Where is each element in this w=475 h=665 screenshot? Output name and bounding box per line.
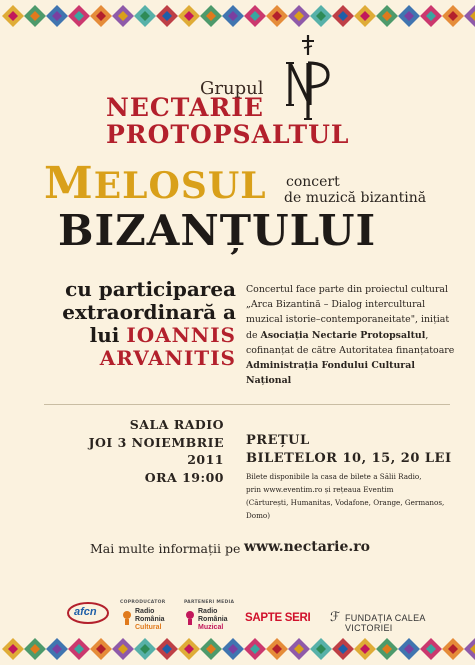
guest-name-first: IOANNIS bbox=[126, 323, 236, 347]
more-info-label: Mai multe informații pe bbox=[90, 541, 241, 556]
title-melosul-initial: M bbox=[44, 158, 94, 209]
event-date: JOI 3 NOIEMBRIE 2011 bbox=[88, 434, 224, 467]
radio-cultural-line3: Cultural bbox=[135, 624, 162, 631]
guest-line1: cu participarea bbox=[65, 277, 236, 301]
website-link[interactable]: www.nectarie.ro bbox=[244, 539, 370, 555]
guest-line3 bbox=[28, 324, 236, 347]
radio-cultural-mark-icon bbox=[121, 610, 133, 626]
bottom-decorative-band bbox=[0, 629, 475, 665]
description-org: Asociația Nectarie Protopsaltul bbox=[260, 329, 426, 341]
event-details bbox=[70, 416, 224, 486]
concert-subtitle bbox=[284, 174, 426, 206]
ticket-info-line2: prin www.eventim.ro și rețeaua Eventim bbox=[246, 485, 394, 494]
fundatia-mark-icon: ℱ bbox=[330, 610, 341, 625]
concert-line2: de muzică bizantină bbox=[284, 190, 427, 206]
ticket-price bbox=[246, 432, 452, 468]
media-partners-label: PARTENERI MEDIA bbox=[184, 600, 235, 605]
title-melosul-rest: ELOSUL bbox=[93, 165, 267, 207]
description-part2: , cofinanțat de către Autoritatea finanțatoare bbox=[246, 329, 455, 356]
sapte-seri-logo: SAPTE SERI bbox=[245, 612, 311, 624]
coproducer-label: COPRODUCATOR bbox=[120, 600, 166, 605]
concert-line1: concert bbox=[286, 174, 340, 190]
afcn-logo bbox=[66, 601, 110, 625]
group-name-line1: NECTARIE bbox=[106, 93, 264, 122]
event-venue: SALA RADIO bbox=[129, 417, 224, 432]
guest-line2: extraordinară a bbox=[62, 300, 236, 324]
divider bbox=[44, 404, 450, 405]
np-monogram-logo bbox=[282, 33, 334, 121]
ticket-price-label: PREȚUL bbox=[246, 433, 310, 448]
group-name-line2: PROTOPSALTUL bbox=[106, 120, 350, 149]
ticket-price-values: BILETELOR 10, 15, 20 LEI bbox=[246, 451, 452, 466]
fundatia-calea-victoriei-logo: FUNDAȚIA CALEA VICTORIEI bbox=[345, 613, 426, 633]
description-part1: Concertul face parte din proiectul cultural „Arca Bizantină – Dialog intercultural muzical istorie–contemporaneitate", inițiat de bbox=[246, 284, 450, 341]
ticket-info-line1: Bilete disponibile la casa de bilete a Sălii Radio, bbox=[246, 472, 422, 481]
ticket-availability bbox=[246, 470, 466, 522]
title-melosul bbox=[44, 160, 267, 210]
guest-announcement bbox=[28, 278, 236, 370]
description-funder: Administrația Fondului Cultural Național bbox=[246, 360, 415, 387]
top-decorative-band bbox=[0, 0, 475, 36]
group-label: Grupul bbox=[200, 78, 264, 99]
title-bizantului: BIZANȚULUI bbox=[58, 206, 377, 255]
radio-muzical-line1: Radio bbox=[198, 608, 218, 615]
afcn-logo-text: afcn bbox=[74, 606, 97, 618]
radio-cultural-line1: Radio bbox=[135, 608, 155, 615]
radio-cultural-line2: România bbox=[135, 616, 165, 623]
guest-line3-prefix: lui bbox=[89, 323, 120, 347]
project-description bbox=[246, 282, 456, 388]
event-time: ORA 19:00 bbox=[144, 469, 224, 485]
radio-muzical-line3: Muzical bbox=[198, 624, 224, 631]
guest-name-last: ARVANITIS bbox=[99, 346, 236, 370]
ticket-info-line3: (Cărturești, Humanitas, Vodafone, Orange, Germanos, Domo) bbox=[246, 498, 445, 520]
radio-muzical-mark-icon bbox=[184, 610, 196, 626]
radio-muzical-line2: România bbox=[198, 616, 228, 623]
